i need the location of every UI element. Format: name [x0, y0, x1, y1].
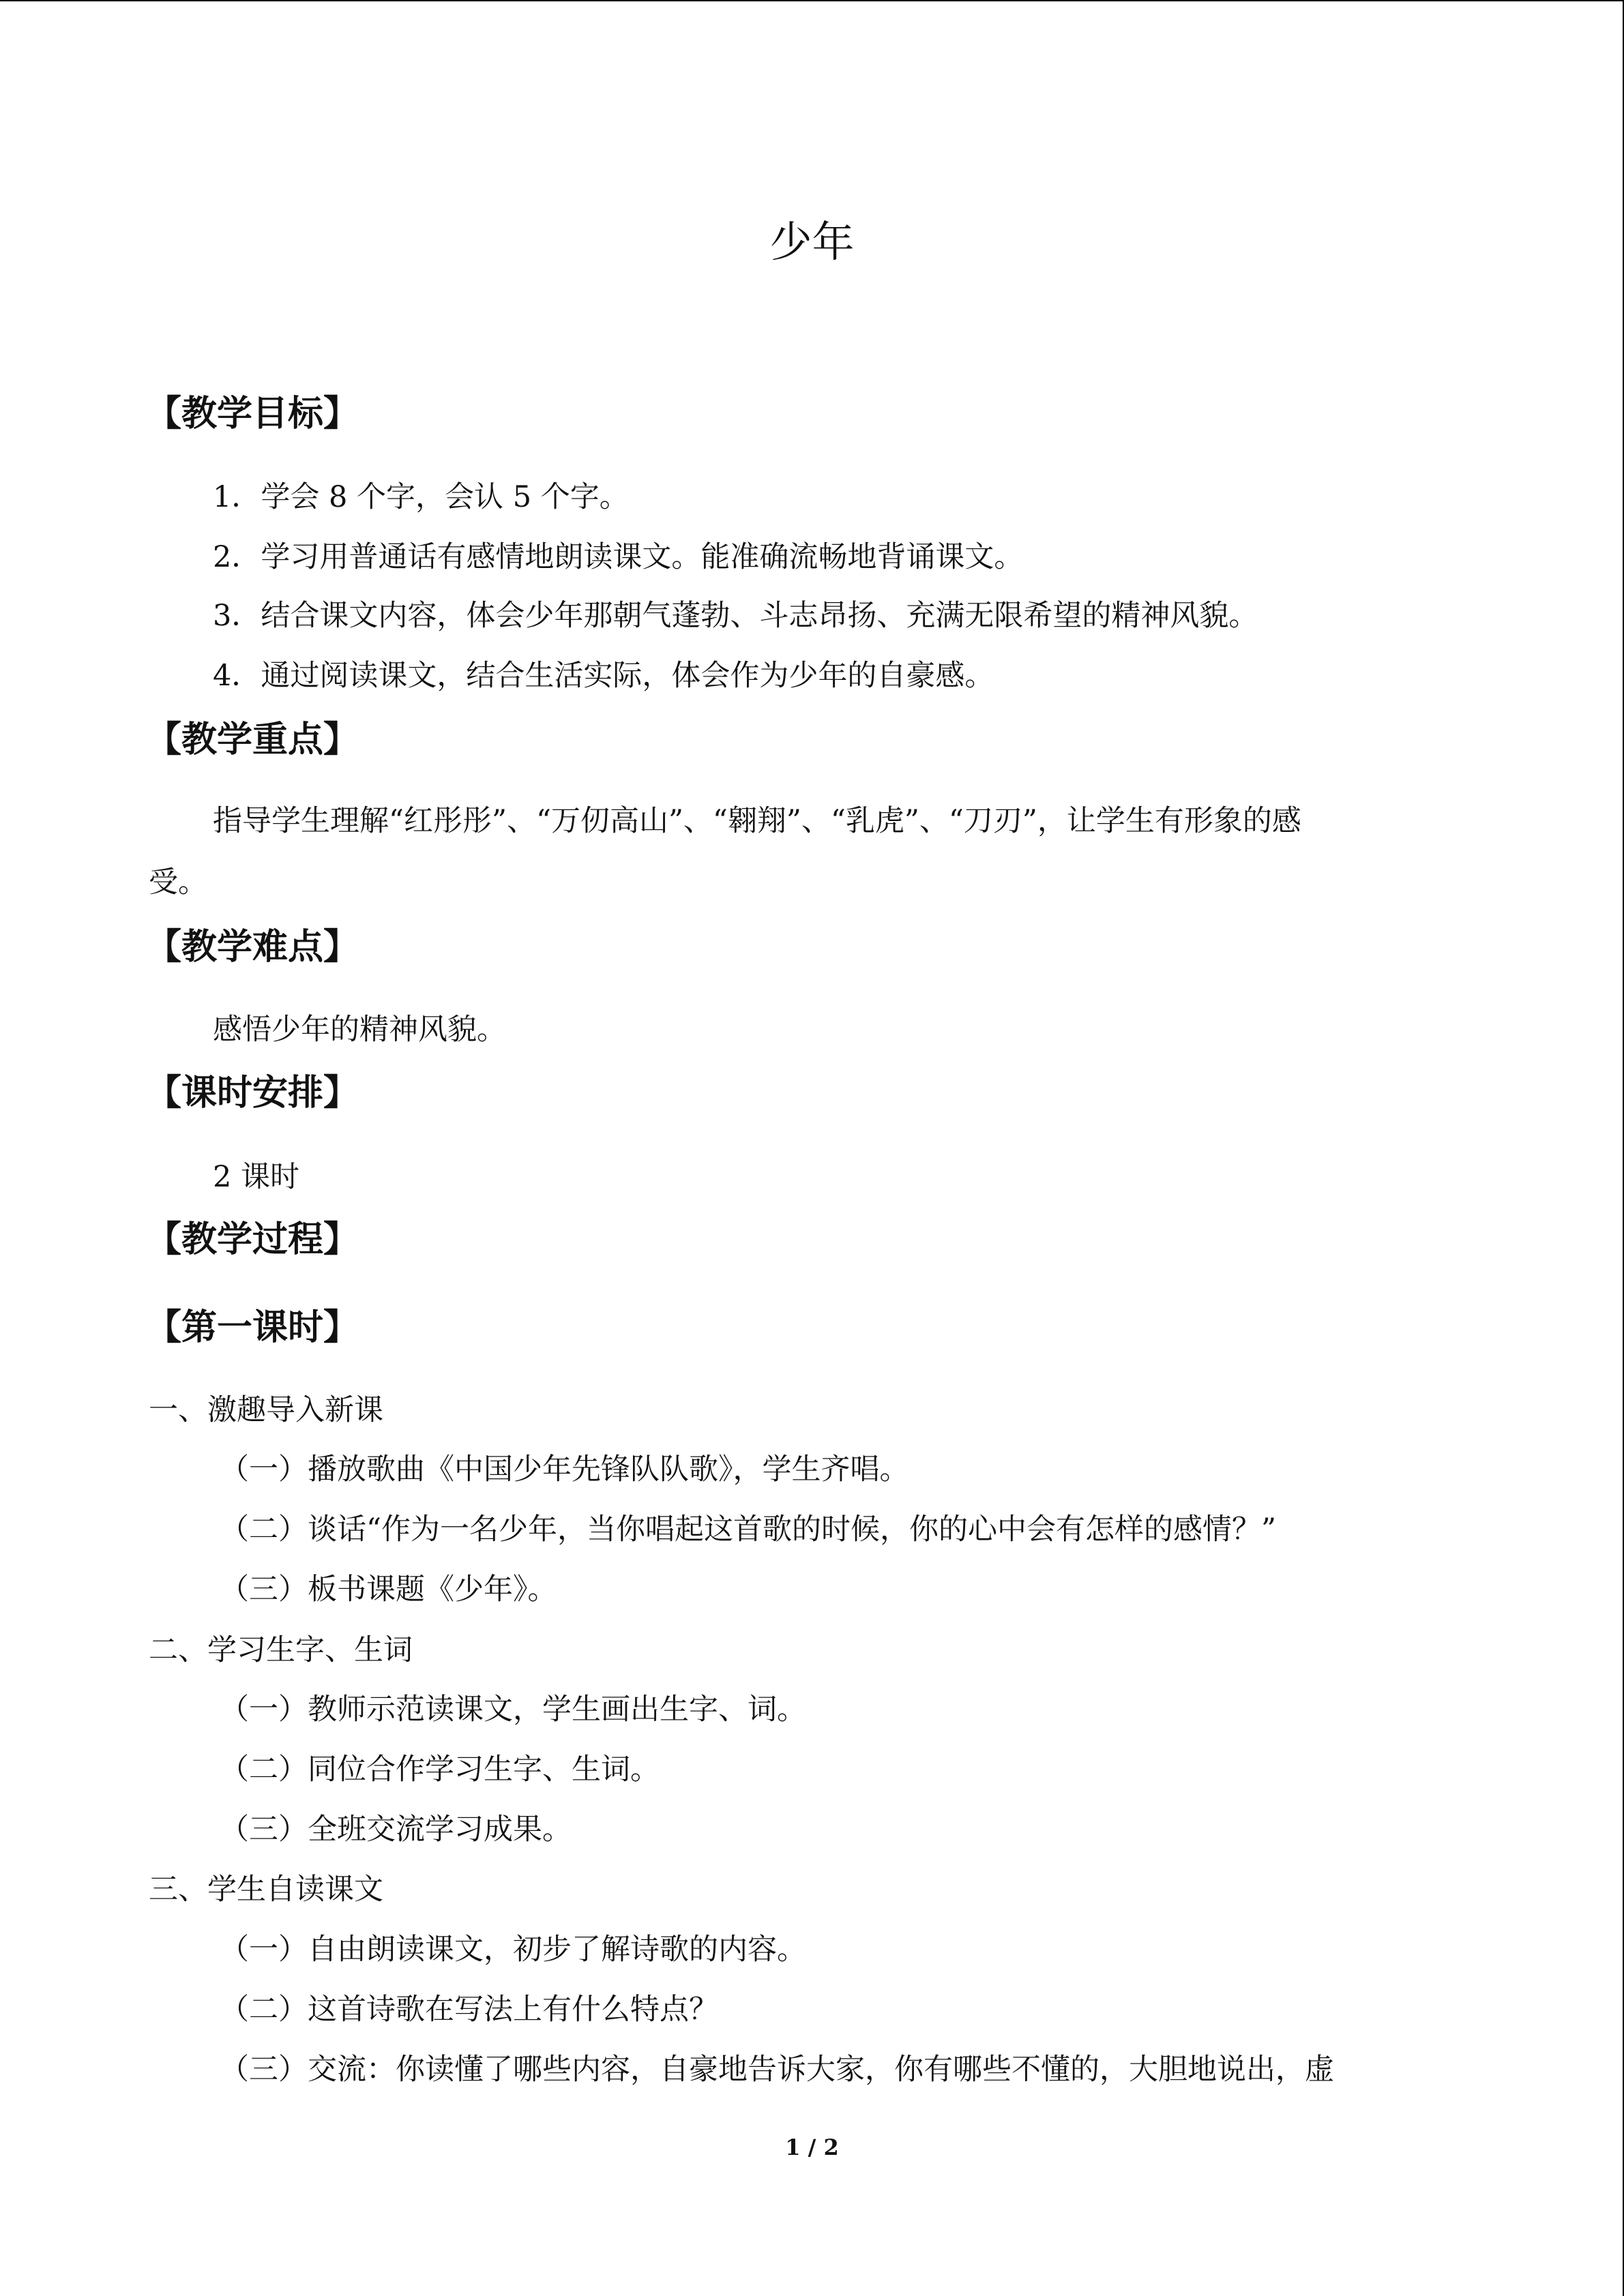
lesson-part-title: 二、学习生字、生词: [149, 1633, 413, 1667]
section-heading-schedule: 【课时安排】: [146, 1073, 359, 1114]
lesson-step: （三）交流：你读懂了哪些内容，自豪地告诉大家，你有哪些不懂的，大胆地说出，虚: [220, 2053, 1334, 2087]
section-heading-process: 【教学过程】: [146, 1219, 359, 1260]
lesson-step: （一）播放歌曲《中国少年先锋队队歌》，学生齐唱。: [220, 1452, 909, 1487]
lesson-part-title: 一、激趣导入新课: [149, 1393, 383, 1427]
lesson-step: （一）自由朗读课文，初步了解诗歌的内容。: [220, 1933, 806, 1967]
key-points-text-line: 指导学生理解“红彤彤”、“万仞高山”、“翱翔”、“乳虎”、“刀刃”，让学生有形象的感: [213, 804, 1301, 838]
lesson-step: （二）同位合作学习生字、生词。: [220, 1753, 660, 1787]
key-points-text-line: 受。: [149, 865, 207, 899]
lesson-step: （三）全班交流学习成果。: [220, 1813, 572, 1847]
section-heading-objectives: 【教学目标】: [146, 393, 359, 434]
lesson-step: （三）板书课题《少年》。: [220, 1572, 557, 1607]
lesson-step: （一）教师示范读课文，学生画出生字、词。: [220, 1693, 806, 1727]
page-number: 1 / 2: [785, 2134, 839, 2160]
objective-item: 4．通过阅读课文，结合生活实际，体会作为少年的自豪感。: [213, 659, 994, 693]
lesson-part-title: 三、学生自读课文: [149, 1873, 383, 1907]
lesson-step: （二）这首诗歌在写法上有什么特点？: [220, 1993, 718, 2027]
section-heading-key-points: 【教学重点】: [146, 719, 359, 760]
schedule-text: 2 课时: [213, 1160, 300, 1194]
objective-item: 1．学会 8 个字，会认 5 个字。: [213, 480, 629, 514]
section-heading-difficulties: 【教学难点】: [146, 927, 359, 968]
lesson-step: （二）谈话“作为一名少年，当你唱起这首歌的时候，你的心中会有怎样的感情？”: [220, 1512, 1276, 1547]
document-title: 少年: [769, 217, 855, 267]
objective-item: 3．结合课文内容，体会少年那朝气蓬勃、斗志昂扬、充满无限希望的精神风貌。: [213, 599, 1258, 633]
section-heading-first-lesson: 【第一课时】: [146, 1307, 359, 1348]
difficulties-text: 感悟少年的精神风貌。: [213, 1013, 506, 1047]
objective-item: 2．学习用普通话有感情地朗读课文。能准确流畅地背诵课文。: [213, 540, 1024, 574]
